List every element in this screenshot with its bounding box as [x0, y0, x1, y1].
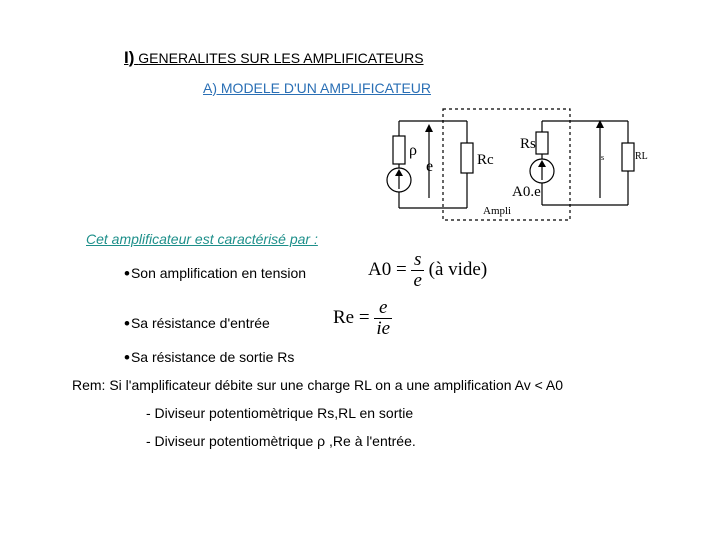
formula-re-denominator: ie	[376, 318, 391, 339]
title-text: GENERALITES SUR LES AMPLIFICATEURS	[138, 50, 424, 66]
amplifier-dashed-box	[443, 109, 570, 220]
resistor-rho	[393, 136, 405, 164]
bullet-dot: •	[124, 264, 130, 283]
label-rs: Rs	[520, 136, 536, 152]
intro-text: Cet amplificateur est caractérisé par :	[86, 231, 318, 247]
formula-a0-denominator: e	[413, 270, 422, 291]
divider-output-text: - Diviseur potentiomètrique Rs,RL en sortie	[146, 405, 414, 421]
label-rho: ρ	[409, 142, 417, 159]
source-arrowhead	[395, 169, 403, 176]
label-ampli: Ampli	[483, 205, 512, 217]
bullet-input-resistance	[124, 313, 270, 333]
remark-text: Rem: Si l'amplificateur débite sur une charge RL on a une amplification Av < A0	[72, 377, 564, 393]
bullet-dot: •	[124, 348, 130, 367]
formula-a0-note: (à vide)	[428, 258, 488, 280]
formula-re-numerator: e	[378, 297, 388, 318]
formula-a0	[368, 250, 487, 291]
bullet-amplification	[124, 263, 306, 283]
label-e: e	[426, 158, 434, 175]
section-subtitle: A) MODELE D'UN AMPLIFICATEUR	[203, 80, 431, 96]
divider-input-text: - Diviseur potentiomètrique ρ ,Re à l'entrée.	[146, 433, 416, 449]
label-rl: RL	[635, 151, 648, 162]
formula-re-fraction	[374, 298, 392, 339]
bullet-output-resistance	[124, 347, 294, 367]
resistor-rl	[622, 143, 634, 171]
formula-a0-lhs: A0 =	[368, 258, 407, 280]
resistor-rs	[536, 132, 548, 154]
formula-re-lhs: Re =	[333, 306, 370, 328]
title-number: I)	[124, 48, 135, 67]
label-a0e: A0.e	[512, 184, 541, 200]
bullet-text: Son amplification en tension	[130, 265, 307, 281]
bullet-text: Sa résistance d'entrée	[130, 315, 270, 331]
bullet-dot: •	[124, 314, 130, 333]
bullet-text: Sa résistance de sortie Rs	[130, 349, 295, 365]
formula-a0-fraction	[411, 250, 423, 291]
formula-a0-numerator: s	[413, 249, 422, 270]
controlled-source-arrowhead	[538, 160, 546, 167]
resistor-rc	[461, 143, 473, 173]
label-rc: Rc	[477, 152, 494, 168]
label-s: s	[601, 153, 605, 162]
arrowhead-e	[425, 124, 433, 132]
formula-re	[333, 298, 392, 339]
